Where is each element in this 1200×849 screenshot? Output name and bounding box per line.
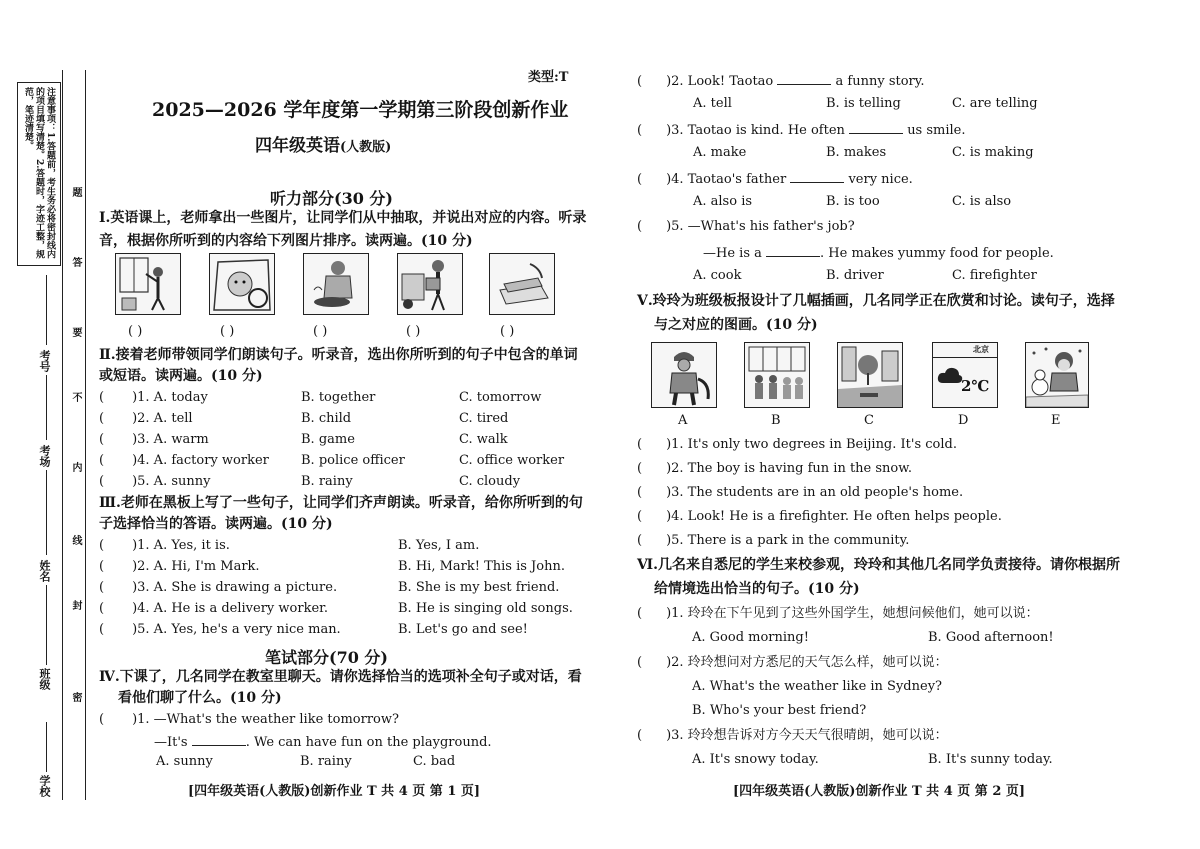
sec4-q1-blank[interactable]: [192, 733, 246, 746]
p2-q2-option-c: C. are telling: [952, 96, 1038, 111]
sec3-instructions-1: Ⅲ.老师在黑板上写了一些句子，让同学们齐声朗读。听录音，给你所听到的句: [99, 495, 583, 511]
sec6-q2-a: A. What's the weather like in Sydney?: [692, 679, 943, 694]
weather-beijing-picture: [932, 342, 998, 408]
sec3-row-1: ( )1. A. Yes, it is.: [99, 538, 230, 553]
listening-header: 听力部分(30 分): [270, 189, 393, 208]
sec5-label-d: D: [958, 413, 969, 428]
sec3-row-4-b: B. He is singing old songs.: [398, 601, 573, 616]
sec5-label-a: A: [678, 413, 688, 428]
sec2-row-4-b: B. police officer: [301, 453, 405, 468]
sec6-q1: ( )1. 玲玲在下午见到了这些外国学生，她想问候他们，她可以说：: [637, 606, 1039, 621]
sec5-instructions-2: 与之对应的图画。(10 分): [654, 317, 818, 333]
sec6-q1-a: A. Good morning!: [692, 630, 809, 645]
sec4-q1-option-a: A. sunny: [156, 754, 213, 769]
seal-line-outer: [62, 70, 63, 800]
field-class: 班级: [38, 668, 51, 690]
seal-char-4: 内: [70, 462, 81, 472]
p2-q2-option-b: B. is telling: [826, 96, 901, 111]
p2-q5-line2: —He is a . He makes yummy food for people.: [703, 246, 1054, 261]
sec4-q1-line2: —It's . We can have fun on the playground.: [154, 735, 492, 750]
park-picture: [837, 342, 903, 408]
field-class-line[interactable]: [46, 585, 47, 665]
sec3-row-5: ( )5. A. Yes, he's a very nice man.: [99, 622, 341, 637]
field-school-line[interactable]: [46, 722, 47, 772]
sec1-answer-3[interactable]: ( ): [313, 324, 328, 339]
sec5-label-b: B: [771, 413, 781, 428]
sec6-q3-b: B. It's sunny today.: [928, 752, 1053, 767]
p2-q4-option-a: A. also is: [693, 194, 753, 209]
sec5-row-1: ( )1. It's only two degrees in Beijing. It's cold.: [637, 437, 957, 452]
sec3-row-5-b: B. Let's go and see!: [398, 622, 528, 637]
sec5-label-c: C: [864, 413, 874, 428]
cleaning-picture: [115, 253, 181, 315]
sec1-answer-1[interactable]: ( ): [128, 324, 143, 339]
sec3-row-2: ( )2. A. Hi, I'm Mark.: [99, 559, 260, 574]
p2-q4: ( )4. Taotao's father very nice.: [637, 172, 913, 187]
sec5-instructions-1: Ⅴ.玲玲为班级板报设计了几幅插画，几名同学正在欣赏和讨论。读句子，选择: [637, 293, 1115, 309]
sec4-q1-option-c: C. bad: [413, 754, 456, 769]
sec6-q1-b: B. Good afternoon!: [928, 630, 1054, 645]
sec1-instructions-2: 音，根据你所听到的内容给下列图片排序。读两遍。(10 分): [99, 233, 473, 249]
sec2-row-5-c: C. cloudy: [459, 474, 521, 489]
type-label: 类型:T: [528, 70, 569, 85]
p2-q4-blank[interactable]: [790, 170, 844, 183]
sec2-instructions-2: 或短语。读两遍。(10 分): [99, 368, 263, 384]
seal-char-8: 题: [70, 187, 81, 197]
sec2-row-2-c: C. tired: [459, 411, 509, 426]
sec2-row-4: ( )4. A. factory worker: [99, 453, 269, 468]
seal-char-5: 不: [70, 392, 81, 402]
writing-header: 笔试部分(70 分): [265, 648, 388, 667]
sec3-instructions-2: 子选择恰当的答语。读两遍。(10 分): [99, 516, 333, 532]
field-school: 学校: [38, 775, 51, 797]
seal-char-6: 要: [70, 327, 81, 337]
cloud-icon: [937, 365, 963, 385]
sec3-row-2-b: B. Hi, Mark! This is John.: [398, 559, 565, 574]
page-title: 2025—2026 学年度第一学期第三阶段创新作业: [152, 99, 569, 121]
p2-q3-blank[interactable]: [849, 121, 903, 134]
sec2-row-3: ( )3. A. warm: [99, 432, 209, 447]
sec6-q3: ( )3. 玲玲想告诉对方今天天气很晴朗，她可以说：: [637, 728, 948, 743]
sec5-row-5: ( )5. There is a park in the community.: [637, 533, 910, 548]
sec4-q1-option-b: B. rainy: [300, 754, 352, 769]
sec4-instructions-2: 看他们聊了什么。(10 分): [118, 690, 282, 706]
field-exam-room-line[interactable]: [46, 375, 47, 440]
sec3-row-4: ( )4. A. He is a delivery worker.: [99, 601, 329, 616]
sec1-instructions-1: Ⅰ.英语课上，老师拿出一些图片，让同学们从中抽取，并说出对应的内容。听录: [99, 210, 587, 226]
sec6-instructions-1: Ⅵ.几名来自悉尼的学生来校参观，玲玲和其他几名同学负责接待。请你根据所: [637, 557, 1120, 573]
p2-q3: ( )3. Taotao is kind. He often us smile.: [637, 123, 966, 138]
sec2-row-2-b: B. child: [301, 411, 352, 426]
seal-char-3: 线: [70, 535, 81, 545]
field-exam-room: 考场: [38, 445, 51, 467]
sec4-q1: ( )1. —What's the weather like tomorrow?: [99, 712, 399, 727]
snow-boy-picture: [1025, 342, 1089, 408]
seal-char-2: 封: [70, 600, 81, 610]
p2-q3-option-b: B. makes: [826, 145, 887, 160]
weather-temp: 2℃: [961, 377, 990, 395]
seal-line-inner: [85, 70, 86, 800]
sec1-answer-2[interactable]: ( ): [220, 324, 235, 339]
folding-clothes-picture: [489, 253, 555, 315]
cook-picture: [303, 253, 369, 315]
sec2-row-5-b: B. rainy: [301, 474, 353, 489]
p2-q2: ( )2. Look! Taotao a funny story.: [637, 74, 925, 89]
p2-q5-blank[interactable]: [766, 244, 820, 257]
delivery-worker-picture: [397, 253, 463, 315]
weather-city: 北京: [973, 344, 989, 354]
field-name-line[interactable]: [46, 470, 47, 555]
sec1-answer-4[interactable]: ( ): [406, 324, 421, 339]
sec3-row-3-b: B. She is my best friend.: [398, 580, 560, 595]
sec5-label-e: E: [1051, 413, 1061, 428]
sec1-answer-5[interactable]: ( ): [500, 324, 515, 339]
p2-q5-option-c: C. firefighter: [952, 268, 1037, 283]
p2-q3-option-c: C. is making: [952, 145, 1034, 160]
seal-char-7: 答: [70, 257, 81, 267]
sec4-instructions-1: Ⅳ.下课了，几名同学在教室里聊天。请你选择恰当的选项补全句子或对话，看: [99, 669, 582, 685]
sec6-q3-a: A. It's snowy today.: [692, 752, 819, 767]
p2-q2-option-a: A. tell: [693, 96, 732, 111]
sec6-q2: ( )2. 玲玲想问对方悉尼的天气怎么样，她可以说：: [637, 655, 948, 670]
sec3-row-3: ( )3. A. She is drawing a picture.: [99, 580, 338, 595]
p2-q4-option-b: B. is too: [826, 194, 880, 209]
page2-footer: [四年级英语(人教版)创新作业 T 共 4 页 第 2 页]: [733, 784, 1026, 799]
sec2-instructions-1: Ⅱ.接着老师带领同学们朗读句子。听录音，选出你所听到的句子中包含的单词: [99, 347, 578, 363]
driver-picture: [209, 253, 275, 315]
page1-footer: [四年级英语(人教版)创新作业 T 共 4 页 第 1 页]: [188, 784, 481, 799]
sec2-row-1-b: B. together: [301, 390, 376, 405]
subtitle-main: 四年级英语: [255, 136, 340, 156]
notice-box: [17, 82, 61, 266]
p2-q4-option-c: C. is also: [952, 194, 1012, 209]
p2-q3-option-a: A. make: [693, 145, 747, 160]
field-exam-number: 考号: [38, 350, 51, 372]
sec5-row-2: ( )2. The boy is having fun in the snow.: [637, 461, 912, 476]
sec5-row-3: ( )3. The students are in an old people's home.: [637, 485, 964, 500]
p2-q2-blank[interactable]: [777, 72, 831, 85]
p2-q5-option-a: A. cook: [693, 268, 742, 283]
sec6-instructions-2: 给情境选出恰当的句子。(10 分): [654, 581, 860, 597]
sec2-row-1-c: C. tomorrow: [459, 390, 542, 405]
sec2-row-3-c: C. walk: [459, 432, 508, 447]
page-subtitle: [255, 131, 391, 156]
notice-text: 注意事项：1.答题前，考生务必将密封线内的项目填写清楚。2.答题时，字迹工整，规范，笔迹清楚。: [23, 87, 55, 259]
sec5-row-4: ( )4. Look! He is a firefighter. He often helps people.: [637, 509, 1002, 524]
firefighter-picture: [651, 342, 717, 408]
sec2-row-3-b: B. game: [301, 432, 355, 447]
seal-char-1: 密: [70, 692, 81, 702]
subtitle-edition: (人教版): [340, 140, 392, 155]
sec2-row-2: ( )2. A. tell: [99, 411, 193, 426]
field-exam-number-line[interactable]: [46, 275, 47, 345]
sec3-row-1-b: B. Yes, I am.: [398, 538, 480, 553]
p2-q5: ( )5. —What's his father's job?: [637, 219, 855, 234]
sec2-row-1: ( )1. A. today: [99, 390, 208, 405]
p2-q5-option-b: B. driver: [826, 268, 884, 283]
sec2-row-5: ( )5. A. sunny: [99, 474, 211, 489]
old-peoples-home-picture: [744, 342, 810, 408]
field-name: 姓名: [38, 560, 51, 582]
sec2-row-4-c: C. office worker: [459, 453, 565, 468]
sec6-q2-b: B. Who's your best friend?: [692, 703, 867, 718]
